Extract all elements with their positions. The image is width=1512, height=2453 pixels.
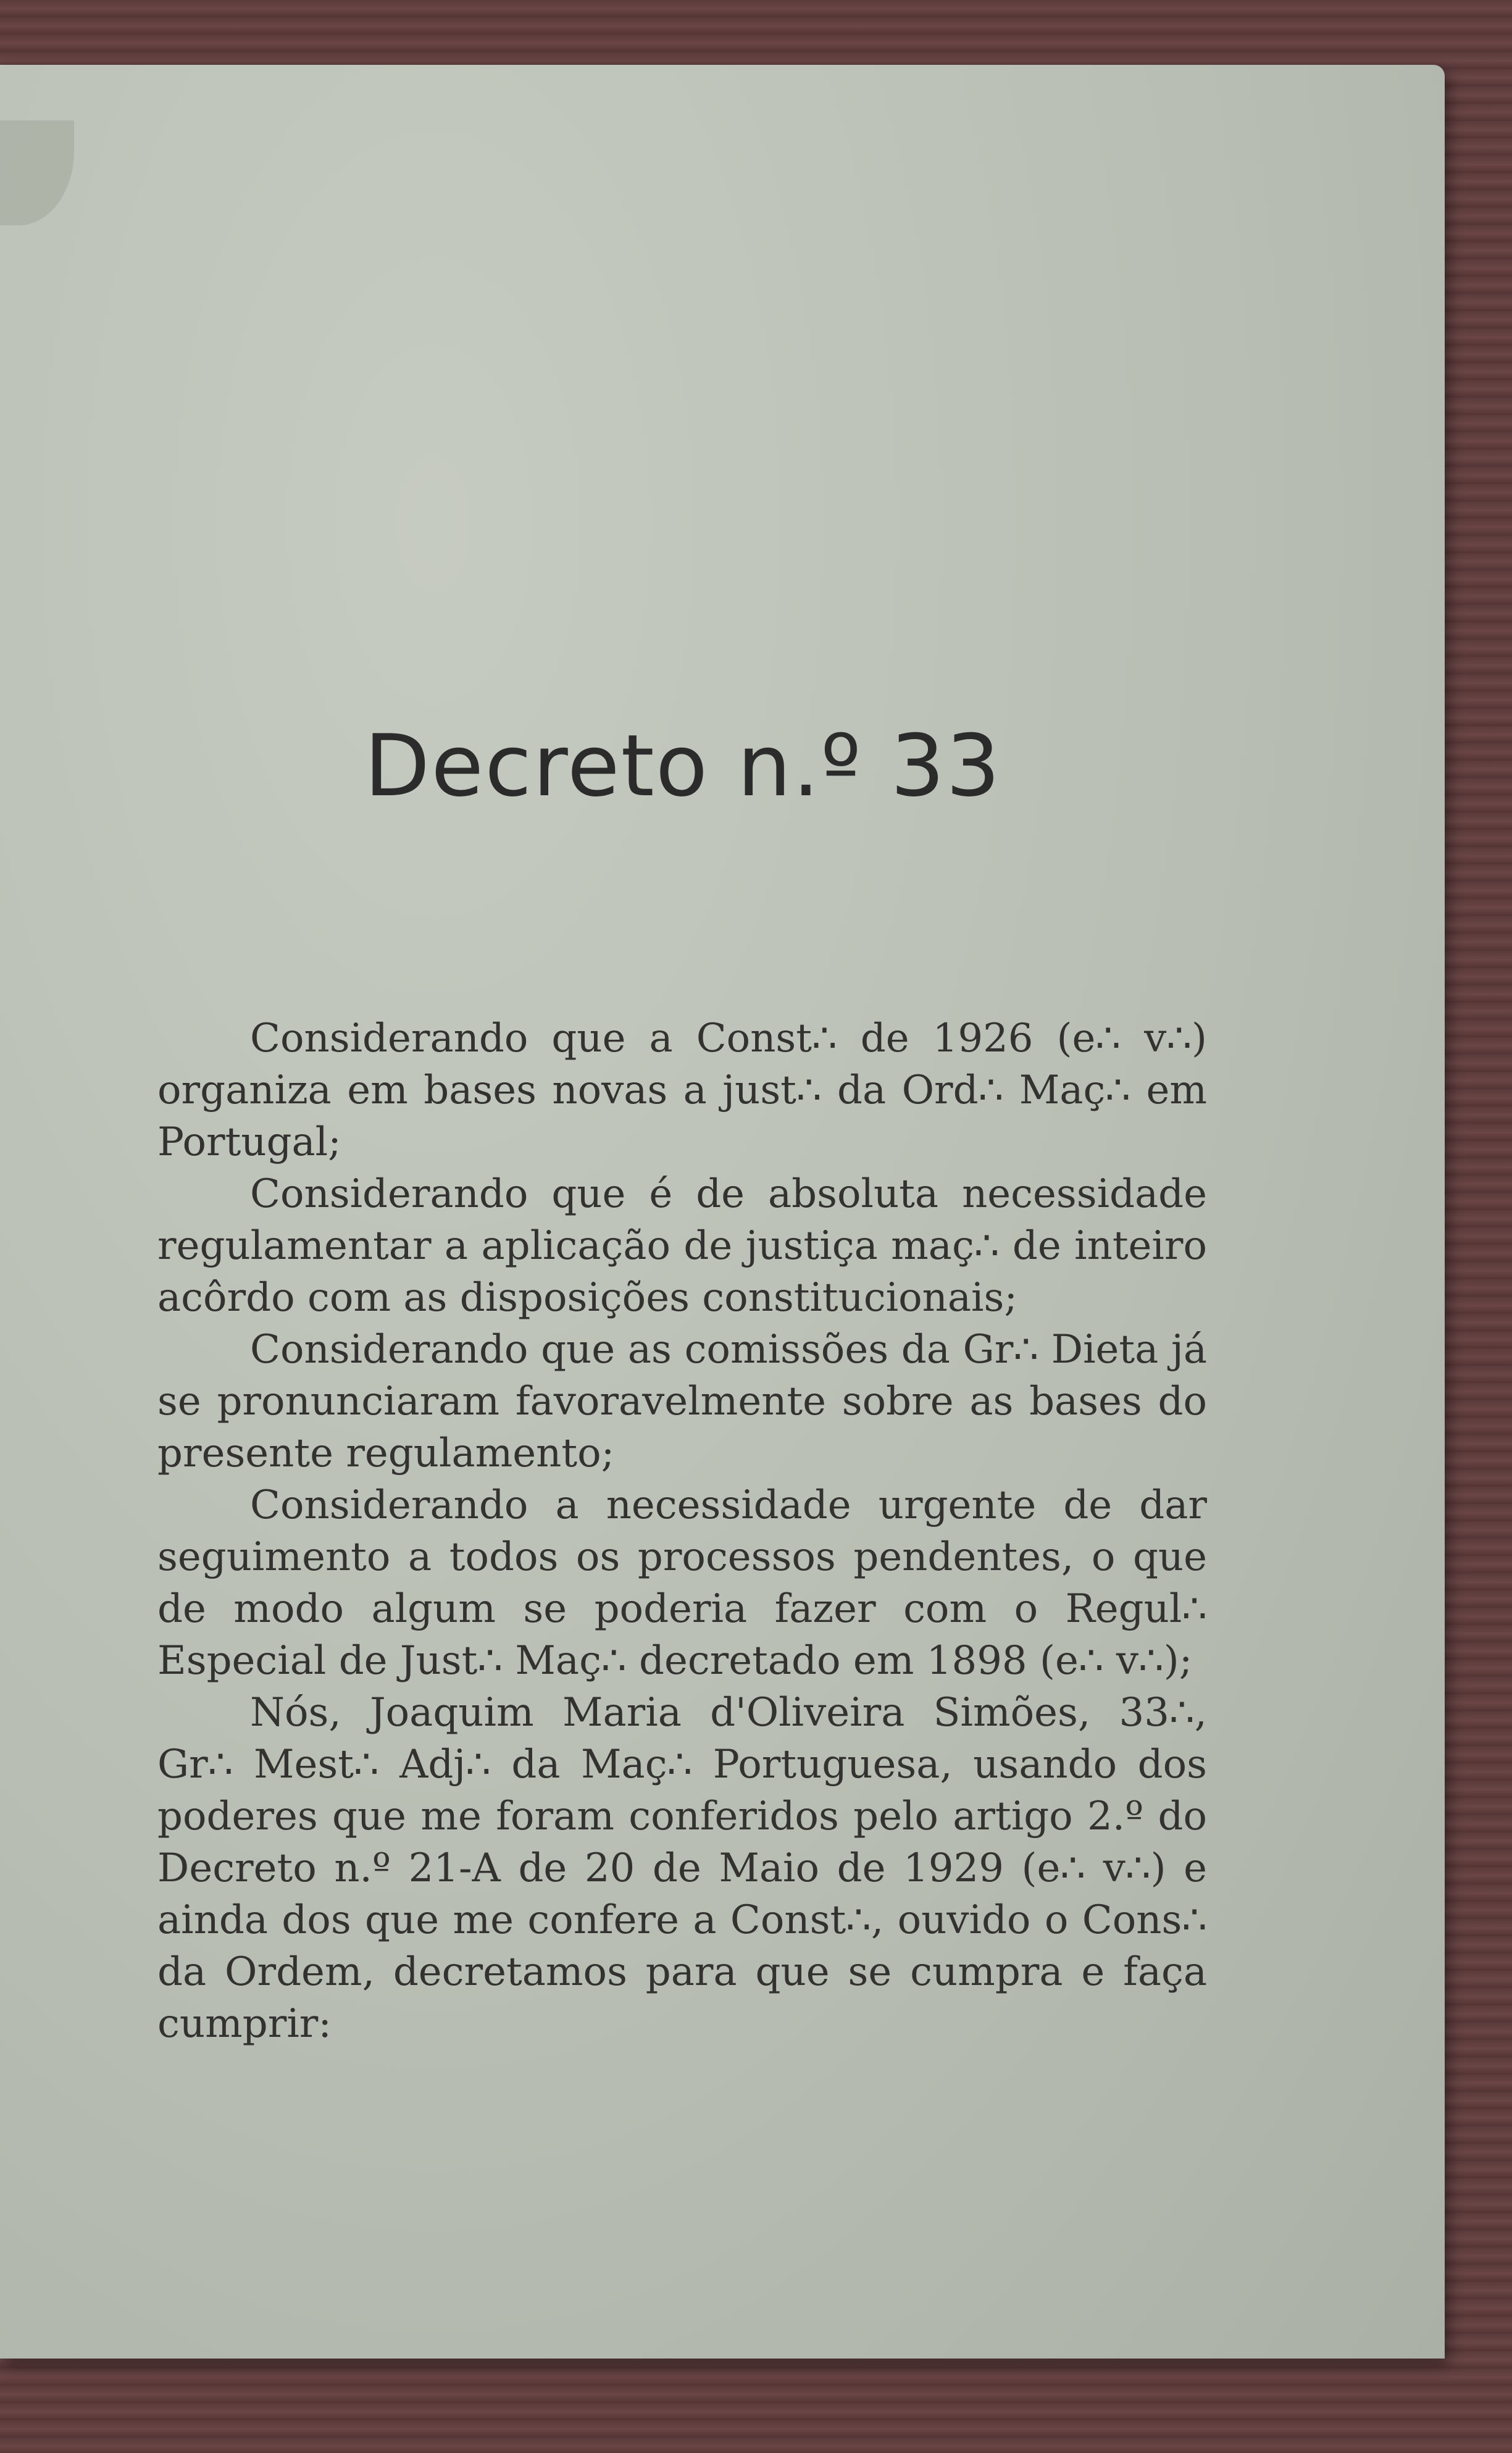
paragraph-pending-processes: Considerando a necessidade urgente de dar seguimento a todos os processos pendentes, o que de modo algum se poderia fazer com o Regul∴ Especial de Just∴ Maç∴ decretado em 1898 (e∴ v∴); xyxy=(157,1482,1207,1684)
decree-title: Decreto n.º 33 xyxy=(364,716,1001,816)
torn-corner xyxy=(0,120,74,225)
paragraph-decree-authority: Nós, Joaquim Maria d'Oliveira Simões, 33∴, Gr∴ Mest∴ Adj∴ da Maç∴ Portuguesa, usando dos poderes que me foram conferidos pelo artigo 2.º do Decreto n.º 21-A de 20 de Maio de 1929 (e∴ v∴) e ainda dos que me confere a Const∴, ouvido o Cons∴ da Ordem, decretamos para que se cumpra e faça cumprir: xyxy=(157,1690,1208,2047)
decree-body xyxy=(157,1013,1207,2050)
paragraph-commissions: Considerando que as comissões da Gr∴ Dieta já se pronunciaram favoravelmente sobre as bases do presente regulamento; xyxy=(157,1327,1207,1476)
paragraph-regulation-need: Considerando que é de absoluta necessidade regulamentar a aplicação de justiça maç∴ de inteiro acôrdo com as disposições constitucionais; xyxy=(157,1171,1207,1321)
paragraph-constitution: Considerando que a Const∴ de 1926 (e∴ v∴) organiza em bases novas a just∴ da Ord∴ Maç∴ em Portugal; xyxy=(157,1016,1207,1165)
